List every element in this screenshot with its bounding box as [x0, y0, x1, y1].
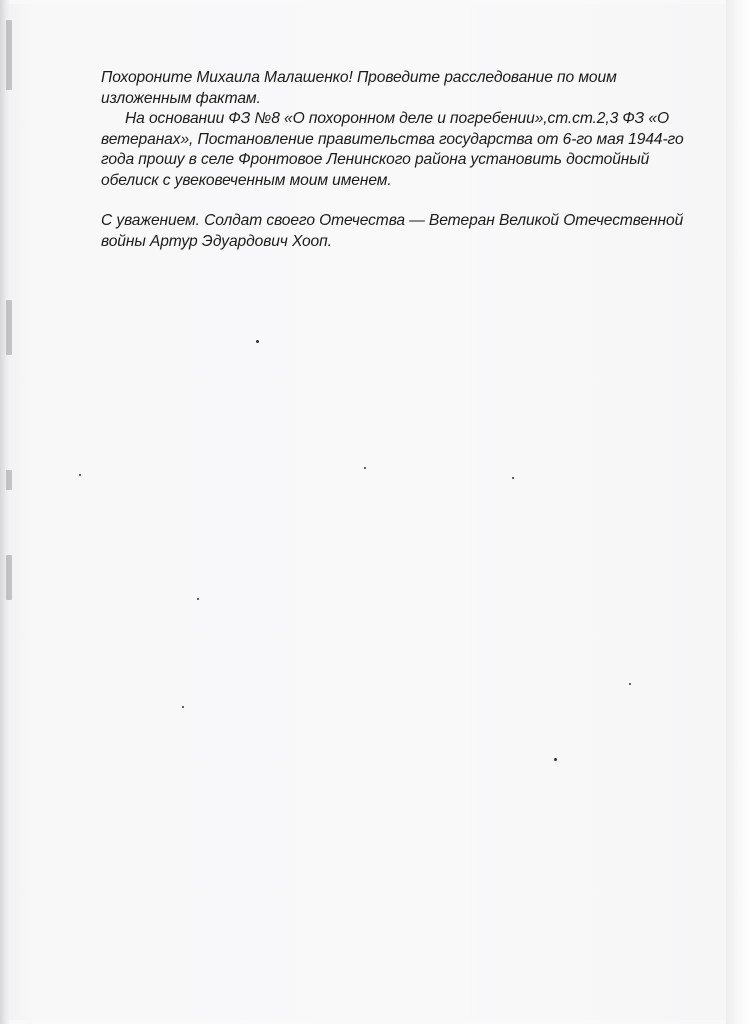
- scan-speck: [256, 340, 259, 343]
- signature-paragraph: С уважением. Солдат своего Отечества — Ветеран Великой Отечественной войны Артур Эдуардович Хооп.: [101, 212, 684, 250]
- scan-right-margin: [726, 0, 751, 1024]
- scan-artifact-mark: [6, 555, 12, 600]
- scan-speck: [629, 683, 631, 685]
- scan-speck: [512, 477, 514, 479]
- scan-speck: [182, 706, 184, 708]
- scan-speck: [554, 758, 557, 761]
- scan-artifact-mark: [6, 470, 12, 490]
- paragraph-gap: [101, 191, 691, 211]
- scan-speck: [364, 467, 366, 469]
- letter-body: [101, 68, 691, 252]
- scan-left-shadow: [0, 0, 10, 1024]
- opening-paragraph: Похороните Михаила Малашенко! Проведите расследование по моим изложенным фактам.: [101, 69, 617, 107]
- scan-artifact-mark: [6, 300, 12, 355]
- scan-speck: [79, 474, 81, 476]
- scan-speck: [197, 598, 199, 600]
- request-paragraph: На основании ФЗ №8 «О похоронном деле и погребении»,ст.ст.2,3 ФЗ «О ветеранах», Постановление правительства государства от 6-го мая 1944-го года прошу в селе Фронтовое Ленинского района установить достойный обелиск с увековеченным моим именем.: [101, 110, 684, 189]
- scan-artifact-mark: [6, 20, 12, 90]
